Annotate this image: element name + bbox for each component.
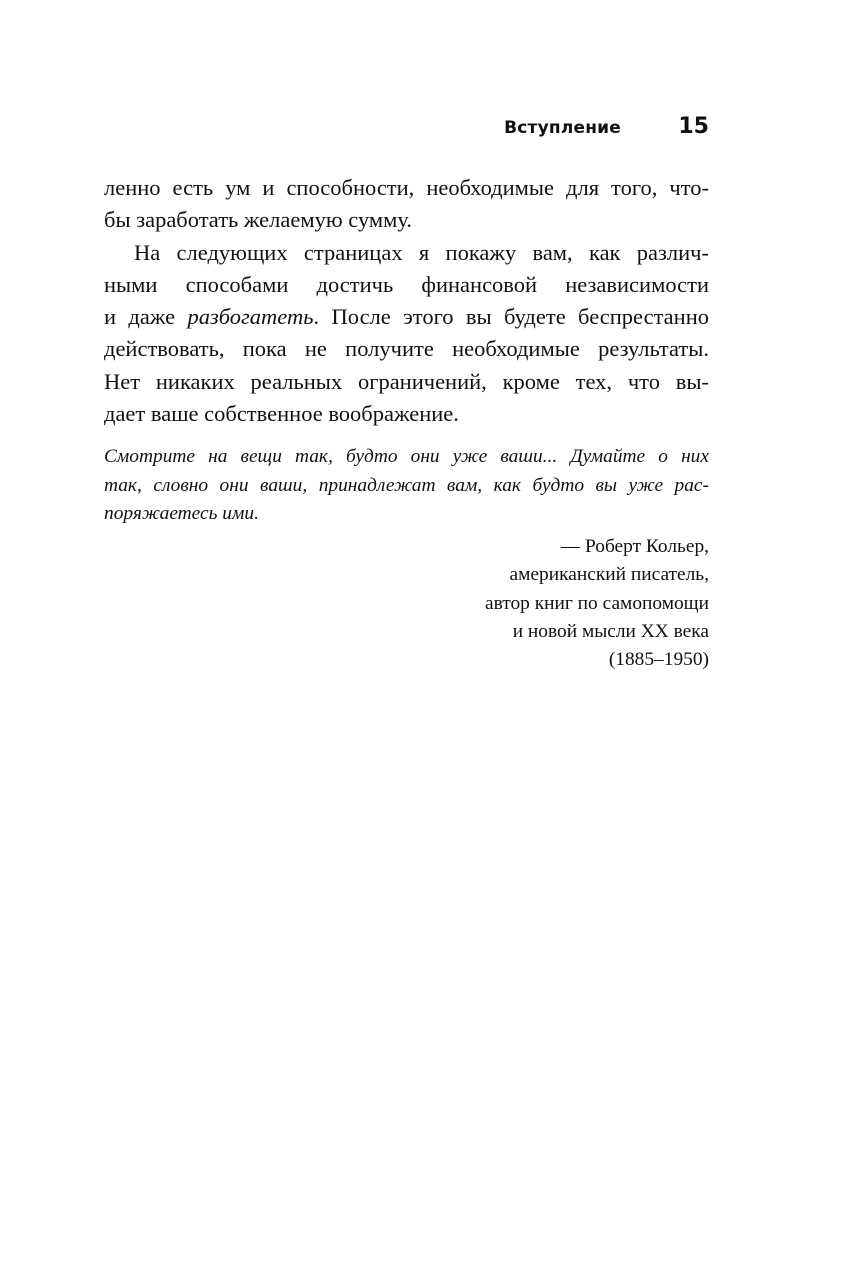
epigraph-quote	[104, 443, 709, 529]
attribution-line-4: и новой мысли XX века	[512, 620, 709, 642]
paragraph-2-line-6: дает ваше собственное воображение.	[104, 401, 459, 427]
quote-line-3: поряжаетесь ими.	[104, 503, 259, 525]
attribution-line-2: американский писатель,	[509, 564, 709, 586]
quote-line-2: так, словно они ваши, принадлежат вам, как будто вы уже рас-	[104, 474, 709, 496]
page-number: 15	[678, 114, 709, 139]
paragraph-2-line-3-end: . После этого вы будете беспрестанно	[313, 304, 709, 330]
section-title: Вступление	[504, 118, 621, 138]
emphasis-word: разбогатеть	[187, 304, 314, 330]
attribution-line-3: автор книг по самопомощи	[484, 592, 709, 614]
paragraph-2-line-1: На следующих страницах я покажу вам, как различ-	[134, 239, 709, 265]
running-head	[104, 116, 709, 146]
attribution-line-5: (1885–1950)	[608, 649, 709, 671]
paragraph-2-line-5: Нет никаких реальных ограничений, кроме тех, что вы-	[104, 368, 709, 394]
paragraph-2-line-3-start: и даже	[104, 304, 188, 330]
paragraph-1-line-2: бы заработать желаемую сумму.	[104, 207, 413, 233]
body-text	[104, 172, 709, 430]
paragraph-1-line-1: ленно есть ум и способности, необходимые для того, что-	[104, 175, 709, 200]
paragraph-2-line-3	[104, 301, 709, 333]
paragraph-2-line-4: действовать, пока не получите необходимые результаты.	[104, 336, 709, 362]
quote-attribution	[104, 533, 709, 674]
paragraph-2-line-2: ными способами достичь финансовой независимости	[104, 271, 709, 297]
quote-line-1: Смотрите на вещи так, будто они уже ваши... Думайте о них	[104, 446, 709, 467]
attribution-line-1: — Роберт Кольер,	[560, 536, 709, 557]
